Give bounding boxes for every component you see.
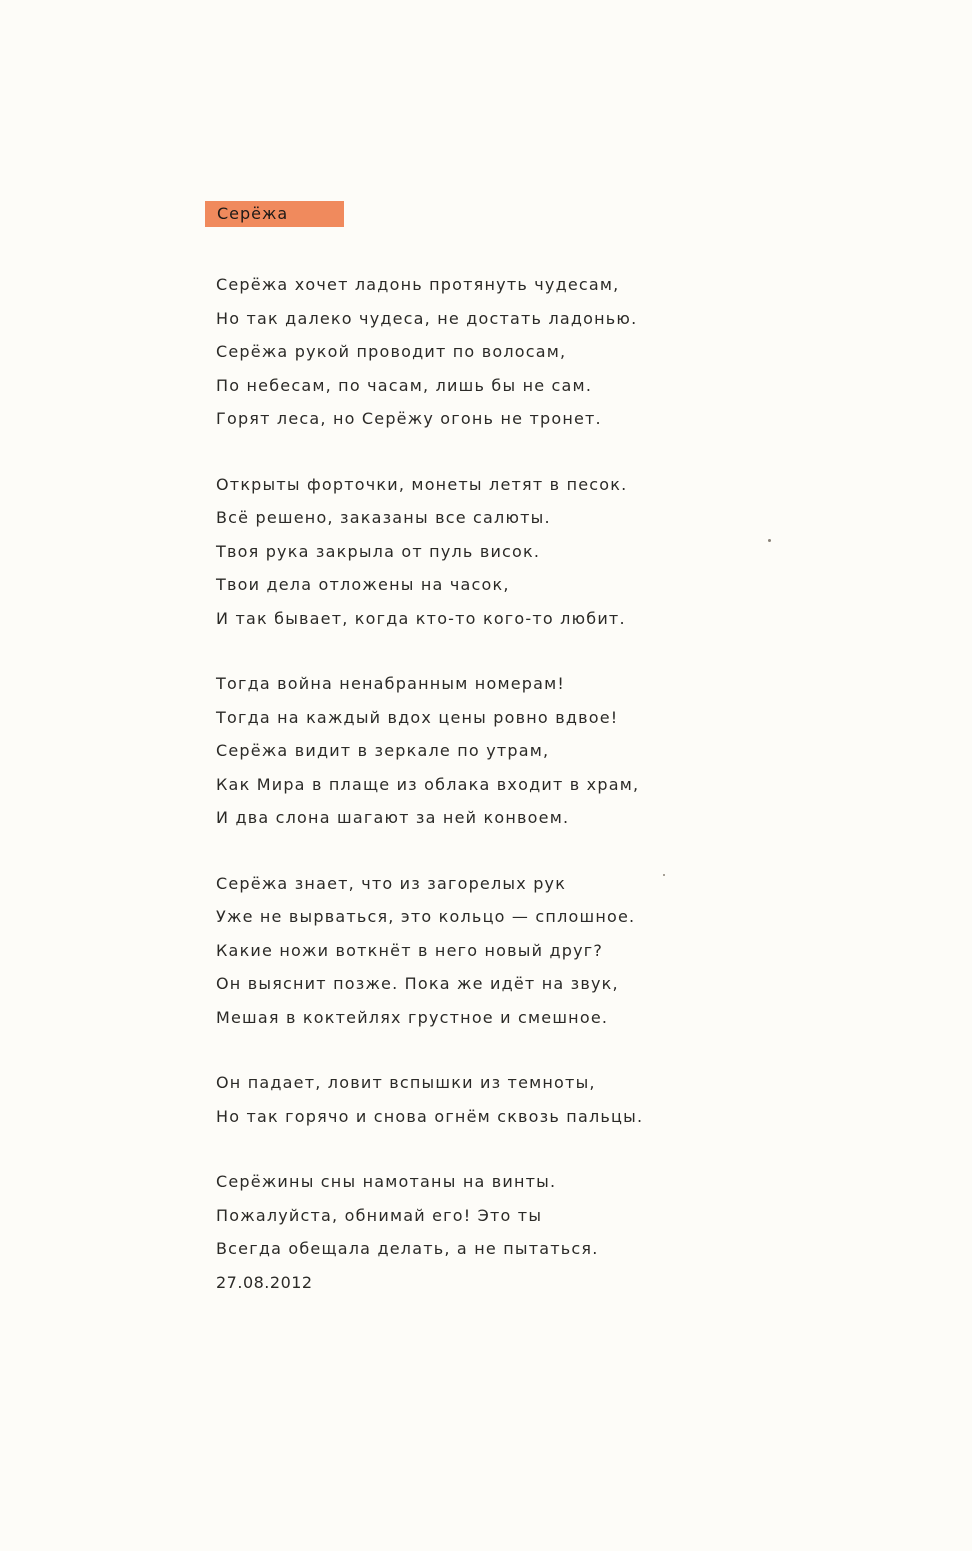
poem-line: По небесам, по часам, лишь бы не сам. [216, 375, 593, 395]
poem-body [216, 268, 816, 1299]
poem-line: Но так далеко чудеса, не достать ладонью. [216, 308, 638, 328]
poem-line: Как Мира в плаще из облака входит в храм, [216, 774, 640, 794]
poem-line: Уже не вырваться, это кольцо — сплошное. [216, 907, 636, 926]
poem-line: Он падает, ловит вспышки из темноты, [216, 1073, 596, 1092]
poem-line: Он выяснит позже. Пока же идёт на звук, [216, 974, 619, 993]
poem-line: Какие ножи воткнёт в него новый друг? [216, 940, 604, 960]
stanza-5 [216, 1066, 816, 1133]
poem-line: Всё решено, заказаны все салюты. [216, 508, 551, 527]
poem-line: Серёжа знает, что из загорелых рук [216, 873, 567, 893]
poem-line: И так бывает, когда кто-то кого-то любит. [216, 608, 626, 628]
poem-line: Всегда обещала делать, а не пытаться. [216, 1239, 599, 1258]
poem-line: Пожалуйста, обнимай его! Это ты [216, 1205, 543, 1225]
stanza-2 [216, 468, 816, 636]
stanza-1 [216, 268, 816, 436]
poem-line: Тогда на каждый вдох цены ровно вдвое! [216, 707, 619, 727]
stanza-3 [216, 667, 816, 835]
poem-line: Серёжа рукой проводит по волосам, [216, 342, 567, 361]
poem-date: 27.08.2012 [216, 1272, 313, 1292]
poem-line: Серёжа хочет ладонь протянуть чудесам, [216, 275, 620, 294]
paper-speck [768, 539, 771, 542]
poem-line: Горят леса, но Серёжу огонь не тронет. [216, 409, 602, 428]
poem-line: Серёжа видит в зеркале по утрам, [216, 741, 550, 760]
poem-line: Твои дела отложены на часок, [216, 575, 510, 594]
stanza-4 [216, 867, 816, 1035]
poem-line: Но так горячо и снова огнём сквозь пальцы. [216, 1106, 644, 1126]
poem-line: И два слона шагают за ней конвоем. [216, 808, 570, 827]
poem-title: Серёжа [205, 201, 344, 227]
poem-line: Открыты форточки, монеты летят в песок. [216, 474, 628, 494]
poem-line: Мешая в коктейлях грустное и смешное. [216, 1007, 609, 1027]
paper-speck [663, 874, 665, 876]
poem-line: Тогда война ненабранным номерам! [216, 674, 566, 693]
poem-line: Серёжины сны намотаны на винты. [216, 1172, 557, 1191]
stanza-6 [216, 1165, 816, 1299]
poem-line: Твоя рука закрыла от пуль висок. [216, 541, 541, 561]
